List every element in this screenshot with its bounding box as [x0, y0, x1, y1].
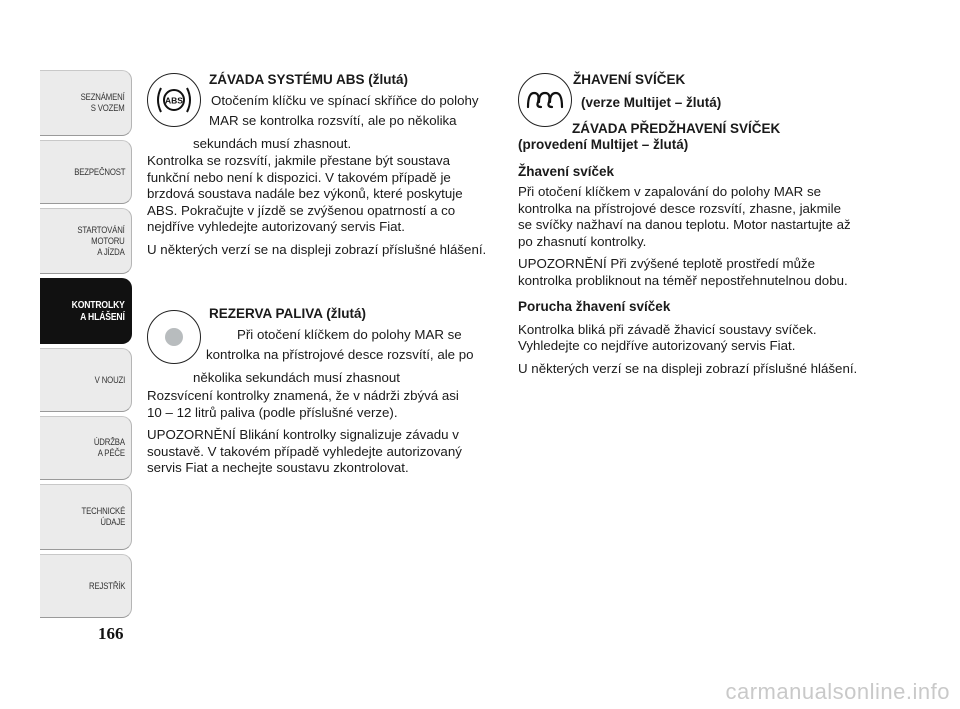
glow-body: [518, 137, 858, 383]
watermark: carmanualsonline.info: [725, 679, 950, 704]
glow-paragraph-3: Kontrolka bliká při závadě žhavicí soustavy svíček. Vyhledejte co nejdříve autorizovaný servis Fiat.: [518, 321, 817, 353]
fuel-body: [147, 388, 477, 483]
glow-subheading-2: Porucha žhavení svíček: [518, 299, 671, 314]
tab-label: SEZNÁMENÍ S VOZEM: [81, 92, 125, 114]
tab-technicke-udaje[interactable]: [40, 484, 132, 550]
glow-paragraph-2: UPOZORNĚNÍ Při zvýšené teplotě prostředí může kontrolka probliknout na téměř nepostřehnutelnou dobu.: [518, 256, 848, 288]
page-number: 166: [98, 624, 124, 643]
abs-icon-graphic: [154, 85, 194, 115]
abs-paragraph-1: Kontrolka se rozsvítí, jakmile přestane být soustava funkční nebo není k dispozici. V takovém případě je brzdová soustava nadále bez výkonů, které poskytuje ABS. Pokračujte v jízdě se zvýšenou opatrností a co nejdříve vyhledejte autorizovaný servis Fiat.: [147, 153, 463, 234]
fuel-intro-line2: kontrolka na přístrojové desce rozsvítí, ale po: [206, 347, 474, 362]
tab-v-nouzi[interactable]: [40, 348, 132, 412]
fuel-intro-line3: několika sekundách musí zhasnout: [193, 369, 400, 385]
fuel-heading-block: [209, 306, 499, 349]
glow-title-version: (verze Multijet – žlutá): [581, 94, 722, 110]
abs-intro-continued: [193, 113, 503, 158]
tab-label: KONTROLKY A HLÁŠENÍ: [71, 299, 125, 323]
glow-heading-block: [573, 72, 873, 117]
tab-kontrolky-a-hlaseni[interactable]: [40, 278, 132, 344]
fuel-intro-line1: Při otočení klíčkem do polohy MAR se: [237, 326, 462, 342]
glow-subheading-1: Žhavení svíček: [518, 163, 615, 179]
tab-label: REJSTŘÍK: [88, 580, 125, 592]
abs-body: [147, 153, 489, 264]
tab-startovani-motoru[interactable]: [40, 208, 132, 274]
fuel-paragraph-1: Rozsvícení kontrolky znamená, že v nádrži zbývá asi 10 – 12 litrů paliva (podle příslušné verze).: [147, 388, 459, 420]
fuel-intro-continued: [193, 347, 503, 392]
abs-intro-line1: Otočením klíčku ve spínací skříňce do polohy: [211, 92, 479, 108]
glow-paragraph-4: U některých verzí se na displeji zobrazí příslušné hlášení.: [518, 360, 858, 376]
abs-paragraph-2: U některých verzí se na displeji zobrazí příslušné hlášení.: [147, 241, 487, 257]
fuel-reserve-lamp: [164, 327, 184, 347]
abs-icon-text: ABS: [165, 95, 183, 106]
tab-udrzba-a-pece[interactable]: [40, 416, 132, 480]
tab-seznameni-s-vozem[interactable]: [40, 70, 132, 136]
glow-paragraph-1: Při otočení klíčkem v zapalování do polohy MAR se kontrolka na přístrojové desce rozsvítí, zhasne, jakmile se svíčky nažhaví na danou teplotu. Motor nastartujte až po zhasnutí kontrolky.: [518, 184, 851, 249]
glow-plug-coil-graphic: [526, 90, 564, 110]
tab-label: TECHNICKÉ ÚDAJE: [81, 506, 125, 528]
tab-label: BEZPEČNOST: [73, 166, 125, 178]
tab-label: ÚDRŽBA A PÉČE: [93, 437, 125, 459]
tab-label: STARTOVÁNÍ MOTORU A JÍZDA: [77, 224, 125, 258]
glow-fault-title-version: (provedení Multijet – žlutá): [518, 137, 689, 152]
abs-intro-line3: sekundách musí zhasnout.: [193, 135, 352, 151]
tab-bezpecnost[interactable]: [40, 140, 132, 204]
glow-title: ŽHAVENÍ SVÍČEK: [573, 72, 686, 87]
fuel-title: REZERVA PALIVA (žlutá): [209, 306, 367, 321]
tab-label: V NOUZI: [94, 374, 125, 386]
abs-heading-block: [209, 72, 499, 115]
glow-fault-title: ZÁVADA PŘEDŽHAVENÍ SVÍČEK: [572, 121, 781, 136]
abs-title: ZÁVADA SYSTÉMU ABS (žlutá): [209, 72, 408, 87]
glow-plug-icon: [518, 73, 572, 127]
tab-rejstrik[interactable]: [40, 554, 132, 618]
fuel-paragraph-2: UPOZORNĚNÍ Blikání kontrolky signalizuje závadu v soustavě. V takovém případě vyhledejte autorizovaný servis Fiat a nechejte soustavu zkontrolovat.: [147, 427, 462, 475]
abs-intro-line2: MAR se kontrolka rozsvítí, ale po několika: [209, 113, 457, 128]
